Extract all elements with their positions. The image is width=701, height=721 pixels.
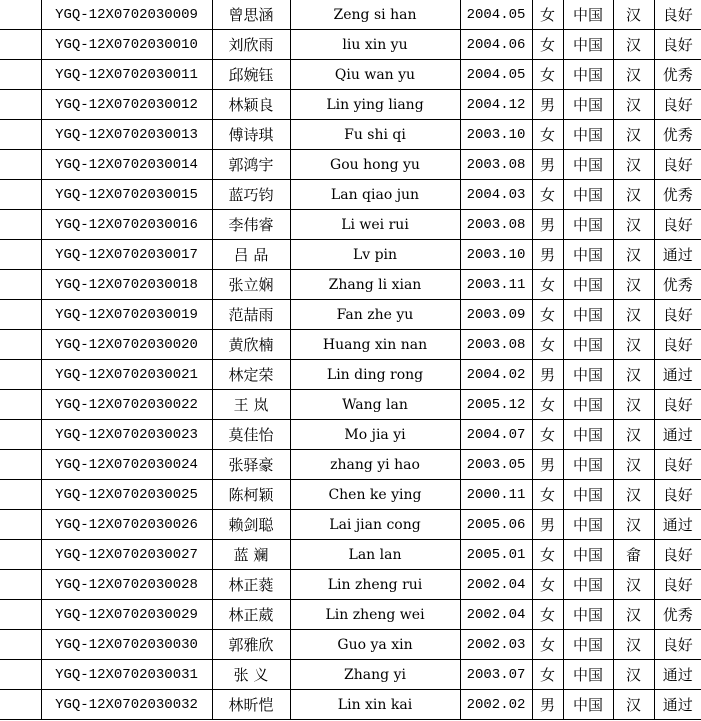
table-row	[0, 390, 701, 420]
nationality-cell: 中国	[563, 570, 613, 600]
row-blank-cell	[0, 150, 41, 180]
ethnicity-cell: 汉	[613, 60, 654, 90]
student-name-cell: 刘欣雨	[212, 30, 290, 60]
pinyin-name-cell: Lin ding rong	[290, 360, 460, 390]
row-blank-cell	[0, 300, 41, 330]
nationality-cell: 中国	[563, 30, 613, 60]
pinyin-name-cell: Zhang li xian	[290, 270, 460, 300]
pinyin-name-cell: Gou hong yu	[290, 150, 460, 180]
pinyin-name-cell: Li wei rui	[290, 210, 460, 240]
ethnicity-cell: 汉	[613, 510, 654, 540]
student-name-cell: 张立娴	[212, 270, 290, 300]
gender-cell: 女	[532, 60, 563, 90]
row-blank-cell	[0, 630, 41, 660]
gender-cell: 女	[532, 480, 563, 510]
gender-cell: 男	[532, 690, 563, 720]
gender-cell: 女	[532, 330, 563, 360]
pinyin-name-cell: Lan lan	[290, 540, 460, 570]
student-name-cell: 王 岚	[212, 390, 290, 420]
row-blank-cell	[0, 210, 41, 240]
grade-cell: 通过	[654, 420, 701, 450]
ethnicity-cell: 汉	[613, 270, 654, 300]
ethnicity-cell: 汉	[613, 390, 654, 420]
student-id-cell: YGQ-12X0702030009	[41, 0, 212, 30]
ethnicity-cell: 汉	[613, 240, 654, 270]
birth-date-cell: 2005.01	[460, 540, 532, 570]
nationality-cell: 中国	[563, 540, 613, 570]
nationality-cell: 中国	[563, 0, 613, 30]
table-row	[0, 150, 701, 180]
gender-cell: 男	[532, 210, 563, 240]
gender-cell: 女	[532, 420, 563, 450]
student-id-cell: YGQ-12X0702030024	[41, 450, 212, 480]
row-blank-cell	[0, 330, 41, 360]
gender-cell: 女	[532, 270, 563, 300]
student-name-cell: 陈柯颖	[212, 480, 290, 510]
gender-cell: 女	[532, 30, 563, 60]
pinyin-name-cell: liu xin yu	[290, 30, 460, 60]
gender-cell: 女	[532, 180, 563, 210]
row-blank-cell	[0, 510, 41, 540]
student-id-cell: YGQ-12X0702030023	[41, 420, 212, 450]
gender-cell: 女	[532, 660, 563, 690]
student-name-cell: 郭雅欣	[212, 630, 290, 660]
ethnicity-cell: 汉	[613, 150, 654, 180]
birth-date-cell: 2002.02	[460, 690, 532, 720]
gender-cell: 男	[532, 240, 563, 270]
student-name-cell: 莫佳怡	[212, 420, 290, 450]
student-id-cell: YGQ-12X0702030032	[41, 690, 212, 720]
birth-date-cell: 2004.05	[460, 60, 532, 90]
grade-cell: 通过	[654, 660, 701, 690]
student-name-cell: 张驿豪	[212, 450, 290, 480]
ethnicity-cell: 汉	[613, 450, 654, 480]
row-blank-cell	[0, 360, 41, 390]
student-name-cell: 张 义	[212, 660, 290, 690]
ethnicity-cell: 汉	[613, 300, 654, 330]
student-name-cell: 范喆雨	[212, 300, 290, 330]
student-id-cell: YGQ-12X0702030031	[41, 660, 212, 690]
birth-date-cell: 2003.10	[460, 120, 532, 150]
birth-date-cell: 2005.06	[460, 510, 532, 540]
table-row	[0, 510, 701, 540]
row-blank-cell	[0, 690, 41, 720]
birth-date-cell: 2004.12	[460, 90, 532, 120]
grade-cell: 通过	[654, 240, 701, 270]
gender-cell: 女	[532, 570, 563, 600]
nationality-cell: 中国	[563, 360, 613, 390]
student-id-cell: YGQ-12X0702030025	[41, 480, 212, 510]
birth-date-cell: 2003.09	[460, 300, 532, 330]
birth-date-cell: 2003.08	[460, 210, 532, 240]
student-name-cell: 蓝巧钧	[212, 180, 290, 210]
ethnicity-cell: 汉	[613, 360, 654, 390]
ethnicity-cell: 汉	[613, 480, 654, 510]
row-blank-cell	[0, 570, 41, 600]
nationality-cell: 中国	[563, 150, 613, 180]
row-blank-cell	[0, 180, 41, 210]
birth-date-cell: 2004.06	[460, 30, 532, 60]
nationality-cell: 中国	[563, 510, 613, 540]
pinyin-name-cell: Fu shi qi	[290, 120, 460, 150]
grade-cell: 良好	[654, 150, 701, 180]
table-row	[0, 540, 701, 570]
student-id-cell: YGQ-12X0702030018	[41, 270, 212, 300]
row-blank-cell	[0, 30, 41, 60]
student-id-cell: YGQ-12X0702030026	[41, 510, 212, 540]
nationality-cell: 中国	[563, 180, 613, 210]
grade-cell: 良好	[654, 30, 701, 60]
pinyin-name-cell: Qiu wan yu	[290, 60, 460, 90]
nationality-cell: 中国	[563, 630, 613, 660]
birth-date-cell: 2004.05	[460, 0, 532, 30]
birth-date-cell: 2003.07	[460, 660, 532, 690]
pinyin-name-cell: Lin xin kai	[290, 690, 460, 720]
ethnicity-cell: 汉	[613, 660, 654, 690]
ethnicity-cell: 汉	[613, 90, 654, 120]
nationality-cell: 中国	[563, 450, 613, 480]
pinyin-name-cell: Huang xin nan	[290, 330, 460, 360]
student-id-cell: YGQ-12X0702030014	[41, 150, 212, 180]
gender-cell: 女	[532, 120, 563, 150]
birth-date-cell: 2004.07	[460, 420, 532, 450]
row-blank-cell	[0, 420, 41, 450]
birth-date-cell: 2002.04	[460, 600, 532, 630]
student-name-cell: 李伟睿	[212, 210, 290, 240]
gender-cell: 男	[532, 90, 563, 120]
nationality-cell: 中国	[563, 240, 613, 270]
grade-cell: 优秀	[654, 180, 701, 210]
row-blank-cell	[0, 600, 41, 630]
student-id-cell: YGQ-12X0702030029	[41, 600, 212, 630]
pinyin-name-cell: Lin zheng rui	[290, 570, 460, 600]
student-id-cell: YGQ-12X0702030013	[41, 120, 212, 150]
grade-cell: 良好	[654, 330, 701, 360]
grade-cell: 良好	[654, 300, 701, 330]
ethnicity-cell: 汉	[613, 600, 654, 630]
row-blank-cell	[0, 0, 41, 30]
table-row	[0, 210, 701, 240]
table-row	[0, 60, 701, 90]
grade-cell: 良好	[654, 630, 701, 660]
nationality-cell: 中国	[563, 690, 613, 720]
grade-cell: 优秀	[654, 600, 701, 630]
grade-cell: 优秀	[654, 60, 701, 90]
grade-cell: 良好	[654, 540, 701, 570]
grade-cell: 良好	[654, 390, 701, 420]
ethnicity-cell: 汉	[613, 420, 654, 450]
nationality-cell: 中国	[563, 480, 613, 510]
birth-date-cell: 2003.10	[460, 240, 532, 270]
gender-cell: 男	[532, 150, 563, 180]
student-name-cell: 蓝 斓	[212, 540, 290, 570]
birth-date-cell: 2002.04	[460, 570, 532, 600]
gender-cell: 女	[532, 630, 563, 660]
student-name-cell: 傅诗琪	[212, 120, 290, 150]
grade-cell: 良好	[654, 570, 701, 600]
student-name-cell: 林正蕤	[212, 570, 290, 600]
pinyin-name-cell: Zhang yi	[290, 660, 460, 690]
gender-cell: 女	[532, 0, 563, 30]
student-id-cell: YGQ-12X0702030021	[41, 360, 212, 390]
nationality-cell: 中国	[563, 270, 613, 300]
nationality-cell: 中国	[563, 420, 613, 450]
grade-cell: 优秀	[654, 270, 701, 300]
grade-cell: 良好	[654, 210, 701, 240]
pinyin-name-cell: Fan zhe yu	[290, 300, 460, 330]
student-name-cell: 曾思涵	[212, 0, 290, 30]
pinyin-name-cell: Zeng si han	[290, 0, 460, 30]
row-blank-cell	[0, 660, 41, 690]
gender-cell: 女	[532, 600, 563, 630]
table-row	[0, 420, 701, 450]
nationality-cell: 中国	[563, 600, 613, 630]
birth-date-cell: 2002.03	[460, 630, 532, 660]
nationality-cell: 中国	[563, 660, 613, 690]
student-id-cell: YGQ-12X0702030011	[41, 60, 212, 90]
table-row	[0, 690, 701, 720]
pinyin-name-cell: Chen ke ying	[290, 480, 460, 510]
ethnicity-cell: 汉	[613, 0, 654, 30]
table-row	[0, 570, 701, 600]
ethnicity-cell: 汉	[613, 120, 654, 150]
student-name-cell: 郭鸿宇	[212, 150, 290, 180]
ethnicity-cell: 汉	[613, 630, 654, 660]
ethnicity-cell: 汉	[613, 570, 654, 600]
table-row	[0, 240, 701, 270]
student-name-cell: 林正葳	[212, 600, 290, 630]
pinyin-name-cell: Lv pin	[290, 240, 460, 270]
gender-cell: 女	[532, 300, 563, 330]
birth-date-cell: 2003.08	[460, 150, 532, 180]
gender-cell: 男	[532, 510, 563, 540]
nationality-cell: 中国	[563, 60, 613, 90]
pinyin-name-cell: Lai jian cong	[290, 510, 460, 540]
student-id-cell: YGQ-12X0702030027	[41, 540, 212, 570]
table-row	[0, 330, 701, 360]
grade-cell: 良好	[654, 480, 701, 510]
grade-cell: 通过	[654, 360, 701, 390]
table-row	[0, 0, 701, 30]
grade-cell: 良好	[654, 0, 701, 30]
table-row	[0, 630, 701, 660]
birth-date-cell: 2003.11	[460, 270, 532, 300]
student-name-cell: 林昕恺	[212, 690, 290, 720]
ethnicity-cell: 汉	[613, 180, 654, 210]
table-row	[0, 120, 701, 150]
row-blank-cell	[0, 270, 41, 300]
pinyin-name-cell: Mo jia yi	[290, 420, 460, 450]
student-name-cell: 赖剑聪	[212, 510, 290, 540]
ethnicity-cell: 汉	[613, 30, 654, 60]
table-row	[0, 270, 701, 300]
student-id-cell: YGQ-12X0702030022	[41, 390, 212, 420]
nationality-cell: 中国	[563, 330, 613, 360]
row-blank-cell	[0, 60, 41, 90]
student-name-cell: 林颖良	[212, 90, 290, 120]
nationality-cell: 中国	[563, 90, 613, 120]
pinyin-name-cell: Lan qiao jun	[290, 180, 460, 210]
row-blank-cell	[0, 450, 41, 480]
birth-date-cell: 2003.08	[460, 330, 532, 360]
table-row	[0, 660, 701, 690]
student-id-cell: YGQ-12X0702030020	[41, 330, 212, 360]
student-id-cell: YGQ-12X0702030015	[41, 180, 212, 210]
row-blank-cell	[0, 90, 41, 120]
row-blank-cell	[0, 390, 41, 420]
gender-cell: 女	[532, 390, 563, 420]
row-blank-cell	[0, 120, 41, 150]
nationality-cell: 中国	[563, 390, 613, 420]
ethnicity-cell: 汉	[613, 330, 654, 360]
nationality-cell: 中国	[563, 300, 613, 330]
student-name-cell: 邱婉钰	[212, 60, 290, 90]
student-name-cell: 林定荣	[212, 360, 290, 390]
student-name-cell: 吕 品	[212, 240, 290, 270]
student-id-cell: YGQ-12X0702030030	[41, 630, 212, 660]
table-row	[0, 600, 701, 630]
grade-cell: 通过	[654, 690, 701, 720]
table-row	[0, 180, 701, 210]
grade-cell: 优秀	[654, 120, 701, 150]
row-blank-cell	[0, 240, 41, 270]
pinyin-name-cell: Wang lan	[290, 390, 460, 420]
row-blank-cell	[0, 480, 41, 510]
gender-cell: 男	[532, 450, 563, 480]
nationality-cell: 中国	[563, 210, 613, 240]
ethnicity-cell: 畲	[613, 540, 654, 570]
gender-cell: 女	[532, 540, 563, 570]
row-blank-cell	[0, 540, 41, 570]
ethnicity-cell: 汉	[613, 210, 654, 240]
nationality-cell: 中国	[563, 120, 613, 150]
grade-cell: 通过	[654, 510, 701, 540]
student-id-cell: YGQ-12X0702030019	[41, 300, 212, 330]
birth-date-cell: 2005.12	[460, 390, 532, 420]
table-row	[0, 450, 701, 480]
birth-date-cell: 2003.05	[460, 450, 532, 480]
table-row	[0, 300, 701, 330]
grade-cell: 良好	[654, 450, 701, 480]
pinyin-name-cell: Lin zheng wei	[290, 600, 460, 630]
table-row	[0, 480, 701, 510]
pinyin-name-cell: zhang yi hao	[290, 450, 460, 480]
ethnicity-cell: 汉	[613, 690, 654, 720]
student-id-cell: YGQ-12X0702030012	[41, 90, 212, 120]
pinyin-name-cell: Guo ya xin	[290, 630, 460, 660]
table-row	[0, 30, 701, 60]
pinyin-name-cell: Lin ying liang	[290, 90, 460, 120]
student-name-cell: 黄欣楠	[212, 330, 290, 360]
birth-date-cell: 2004.02	[460, 360, 532, 390]
birth-date-cell: 2000.11	[460, 480, 532, 510]
student-id-cell: YGQ-12X0702030010	[41, 30, 212, 60]
student-id-cell: YGQ-12X0702030017	[41, 240, 212, 270]
table-row	[0, 90, 701, 120]
birth-date-cell: 2004.03	[460, 180, 532, 210]
table-row	[0, 360, 701, 390]
gender-cell: 男	[532, 360, 563, 390]
grade-cell: 良好	[654, 90, 701, 120]
student-id-cell: YGQ-12X0702030016	[41, 210, 212, 240]
student-id-cell: YGQ-12X0702030028	[41, 570, 212, 600]
